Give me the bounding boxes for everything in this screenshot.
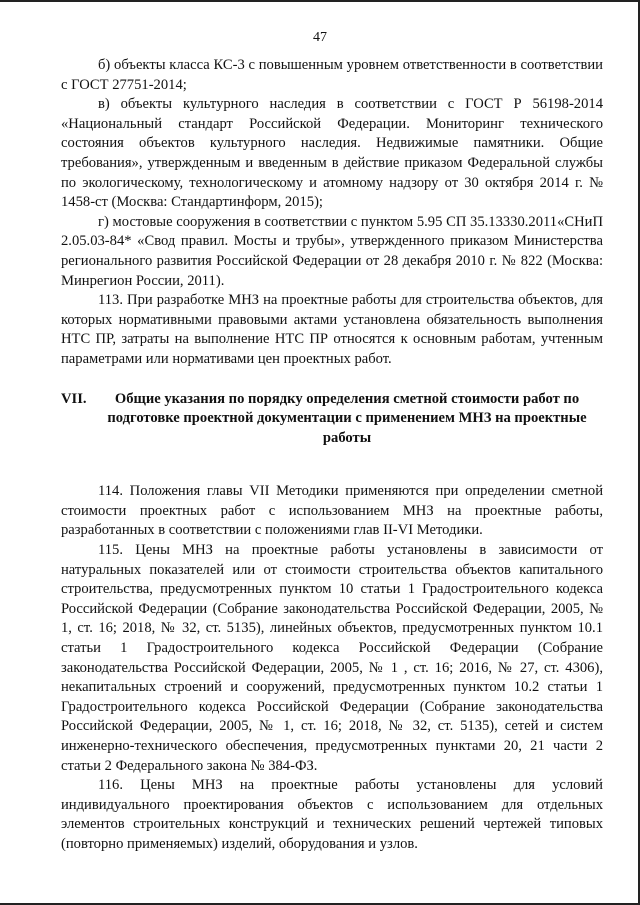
paragraph-113: 113. При разработке МНЗ на проектные работы для строительства объектов, для которых нормативными правовыми актами установлена обязательность выполнения НТС ПР, затраты на выполнение НТС ПР относятся к основным работам, учтенным параметрами или нормативами цен проектных работ.: [61, 292, 603, 367]
paragraph-115: 115. Цены МНЗ на проектные работы установлены в зависимости от натуральных показателей или от стоимости строительства объектов капитального строительства, предусмотренных пунктом 10 статьи 1 Градостроительного кодекса Российской Федерации (Собрание законодательства Российской Федерации, 2005, № 1, ст. 16; 2018, № 32, ст. 5135), линейных объектов, предусмотренных пунктом 10.1 статьи 1 Градостроительного кодекса Российской Федерации (Собрание законодательства Российской Федерации, 2005, № 1 , ст. 16; 2016, № 27, ст. 4306), некапитальных строений и сооружений, предусмотренных пунктом 10.2 статьи 1 Градостроительного кодекса Российской Федерации (Собрание законодательства Российской Федерации, 2005, № 1, ст. 16; 2018, № 32, ст. 5135), сетей и систем инженерно-технического обеспечения, предусмотренных пунктами 20, 21 части 2 статьи 2 Федерального закона № 384-ФЗ.: [61, 542, 603, 774]
paragraph-item-v: в) объекты культурного наследия в соответствии с ГОСТ Р 56198-2014 «Национальный стандарт Российской Федерации. Мониторинг технического состояния объектов культурного наследия. Недвижимые памятники. Общие требования», утвержденным и введенным в действие приказом Федеральной службы по экологическому, технологическому и атомному надзору от 30 октября 2014 г. № 1458-ст (Москва: Стандартинформ, 2015);: [61, 96, 603, 211]
paragraph-114: 114. Положения главы VII Методики применяются при определении сметной стоимости проектных работ с использованием МНЗ на проектные работы, разработанных в соответствии с положениями глав II-VI Методики.: [61, 483, 603, 539]
paragraph-116-text: 116. Цены МНЗ на проектные работы установлены для условий индивидуального проектирования объектов с использованием для отдельных элементов строительных конструкций и технических решений чертежей типовых (повторно применяемых) изделий, оборудования и узлов.: [61, 777, 603, 852]
section-title: Общие указания по порядку определения сметной стоимости работ по подготовке проектной документации с применением МНЗ на проектные работы: [107, 390, 587, 446]
page-number: 47: [313, 30, 327, 45]
section-number: VII.: [61, 390, 87, 407]
section-heading: [61, 390, 603, 449]
paragraph-item-g: г) мостовые сооружения в соответствии с пунктом 5.95 СП 35.13330.2011«СНиП 2.05.03-84* «Свод правил. Мосты и трубы», утвержденного приказом Министерства регионального развития Российской Федерации от 28 декабря 2010 г. № 822 (Москва: Минрегион России, 2011).: [61, 213, 603, 289]
page-border-top: [0, 0, 640, 2]
paragraph-item-b: б) объекты класса КС-3 с повышенным уровнем ответственности в соответствии с ГОСТ 27751-2014;: [61, 57, 603, 93]
document-body: [61, 56, 603, 855]
paragraph-116: [61, 776, 603, 854]
